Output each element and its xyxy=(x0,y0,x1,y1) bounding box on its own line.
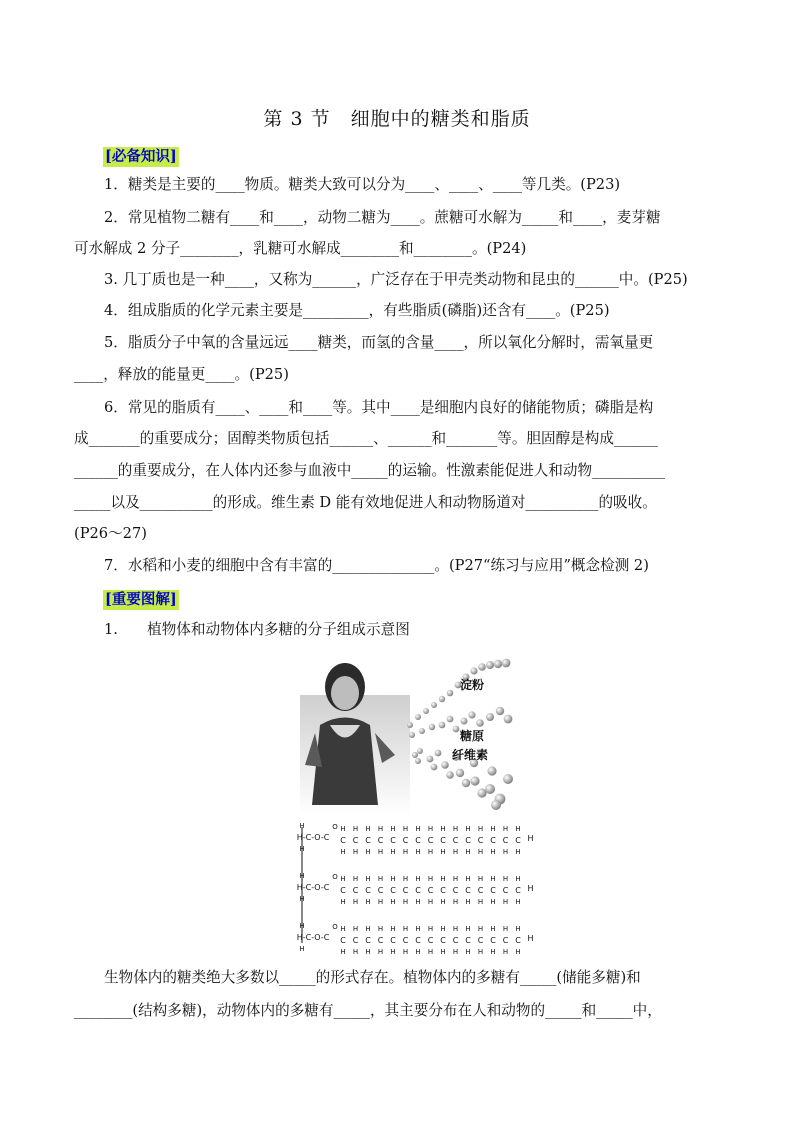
chain-hydrogen: H xyxy=(465,925,471,933)
chain-terminal-hydrogen: H xyxy=(527,884,534,893)
chain-carbon: C xyxy=(477,886,484,895)
chain-hydrogen: H xyxy=(377,898,384,906)
chain-hydrogen: H xyxy=(352,898,359,906)
chain-terminal-hydrogen: H xyxy=(527,834,534,843)
chain-carbon: C xyxy=(365,936,371,945)
label-cellulose: 纤维素 xyxy=(452,748,489,762)
chain-carbon: C xyxy=(427,886,434,895)
chain-carbon: C xyxy=(402,836,409,845)
chain-hydrogen: H xyxy=(440,875,446,883)
chain-hydrogen: H xyxy=(490,925,496,933)
section-tag-required-knowledge: [必备知识] xyxy=(105,148,177,165)
chain-hydrogen: H xyxy=(377,948,384,956)
chain-carbon: C xyxy=(402,886,409,895)
chain-hydrogen: H xyxy=(477,898,484,906)
chain-carbon: C xyxy=(465,836,471,845)
chain-hydrogen: H xyxy=(515,825,521,833)
chain-hydrogen: H xyxy=(465,848,471,856)
chain-carbon: C xyxy=(452,836,459,845)
question-7: 7．水稻和小麦的细胞中含有丰富的______________。(P27“练习与应用”概念检测 2) xyxy=(104,557,649,574)
carbonyl-oxygen: O xyxy=(332,823,338,831)
chain-carbon: C xyxy=(515,836,521,845)
chain-hydrogen: H xyxy=(452,848,459,856)
chain-carbon: C xyxy=(502,836,509,845)
chain-carbon: C xyxy=(515,886,521,895)
chain-hydrogen: H xyxy=(440,948,446,956)
triglyceride-formula-figure xyxy=(285,815,540,963)
carbonyl-oxygen: O xyxy=(332,923,338,931)
chain-hydrogen: H xyxy=(490,948,496,956)
chain-hydrogen: H xyxy=(502,898,509,906)
question-2-line-2: 可水解成 2 分子________，乳糖可水解成________和________。(P24) xyxy=(74,240,527,257)
chain-hydrogen: H xyxy=(502,825,509,833)
chain-hydrogen: H xyxy=(515,925,521,933)
chain-hydrogen: H xyxy=(477,875,484,883)
chain-hydrogen: H xyxy=(502,948,509,956)
chain-carbon: C xyxy=(427,936,434,945)
chain-hydrogen: H xyxy=(365,898,371,906)
chain-carbon: C xyxy=(502,936,509,945)
chain-carbon: C xyxy=(477,836,484,845)
chain-hydrogen: H xyxy=(515,898,521,906)
question-6-line-3: ______的重要成分，在人体内还参与血液中_____的运输。性激素能促进人和动物__________ xyxy=(74,462,666,479)
chain-hydrogen: H xyxy=(427,948,434,956)
chain-hydrogen: H xyxy=(477,825,484,833)
question-5-line-1: 5．脂质分子中氧的含量远远____糖类，而氢的含量____，所以氧化分解时，需氧量更 xyxy=(104,334,654,351)
page-title: 第 3 节 细胞中的糖类和脂质 xyxy=(263,108,531,130)
chain-carbon: C xyxy=(402,936,409,945)
chain-carbon: C xyxy=(465,886,471,895)
chain-carbon: C xyxy=(440,886,446,895)
chain-hydrogen: H xyxy=(415,898,421,906)
chain-hydrogen: H xyxy=(390,898,396,906)
chain-hydrogen: H xyxy=(490,875,496,883)
chain-carbon: C xyxy=(515,936,521,945)
chain-carbon: C xyxy=(440,836,446,845)
ester-head: H-C-O-C xyxy=(296,933,330,942)
chain-hydrogen: H xyxy=(340,848,346,856)
chain-hydrogen: H xyxy=(365,825,371,833)
chain-hydrogen: H xyxy=(377,848,384,856)
chain-hydrogen: H xyxy=(402,875,409,883)
chain-hydrogen: H xyxy=(440,848,446,856)
chain-carbon: C xyxy=(365,836,371,845)
chain-carbon: C xyxy=(415,836,421,845)
chain-carbon: C xyxy=(477,936,484,945)
summary-line-1: 生物体内的糖类绝大多数以_____的形式存在。植物体内的多糖有_____(储能多糖)和 xyxy=(104,969,641,986)
chain-carbon: C xyxy=(352,836,359,845)
chain-hydrogen: H xyxy=(415,848,421,856)
question-5-line-2: ____，释放的能量更____。(P25) xyxy=(74,366,289,383)
chain-hydrogen: H xyxy=(427,925,434,933)
chain-carbon: C xyxy=(340,936,346,945)
chain-hydrogen: H xyxy=(415,925,421,933)
chain-hydrogen: H xyxy=(352,925,359,933)
chain-hydrogen: H xyxy=(352,825,359,833)
chain-hydrogen: H xyxy=(452,875,459,883)
chain-carbon: C xyxy=(490,836,496,845)
figure-caption-1: 1. 植物体和动物体内多糖的分子组成示意图 xyxy=(104,621,410,638)
carbonyl-oxygen: O xyxy=(332,873,338,881)
chain-hydrogen: H xyxy=(440,825,446,833)
chain-terminal-hydrogen: H xyxy=(527,934,534,943)
question-6-line-5: (P26～27) xyxy=(74,525,147,542)
chain-carbon: C xyxy=(340,836,346,845)
chain-carbon: C xyxy=(352,886,359,895)
chain-hydrogen: H xyxy=(502,875,509,883)
chain-carbon: C xyxy=(502,886,509,895)
chain-hydrogen: H xyxy=(352,875,359,883)
chain-carbon: C xyxy=(415,886,421,895)
chain-carbon: C xyxy=(377,836,384,845)
chain-carbon: C xyxy=(415,936,421,945)
chain-hydrogen: H xyxy=(365,848,371,856)
section-tag-key-figures: [重要图解] xyxy=(105,591,177,608)
glycerol-hydrogen: H xyxy=(299,895,305,903)
chain-hydrogen: H xyxy=(352,948,359,956)
chain-carbon: C xyxy=(440,936,446,945)
chain-hydrogen: H xyxy=(452,825,459,833)
chain-hydrogen: H xyxy=(452,948,459,956)
polysaccharide-figure xyxy=(300,655,515,815)
ester-head: H-C-O-C xyxy=(296,833,330,842)
chain-hydrogen: H xyxy=(402,898,409,906)
chain-hydrogen: H xyxy=(515,875,521,883)
chain-carbon: C xyxy=(452,886,459,895)
chain-hydrogen: H xyxy=(490,898,496,906)
chain-hydrogen: H xyxy=(515,948,521,956)
chain-carbon: C xyxy=(465,936,471,945)
question-2-line-1: 2．常见植物二糖有____和____，动物二糖为____。蔗糖可水解为_____和____，麦芽糖 xyxy=(104,209,661,226)
chain-hydrogen: H xyxy=(390,925,396,933)
chain-hydrogen: H xyxy=(452,898,459,906)
chain-carbon: C xyxy=(490,886,496,895)
chain-carbon: C xyxy=(377,936,384,945)
person-illustration xyxy=(300,663,410,815)
question-4: 4．组成脂质的化学元素主要是_________，有些脂质(磷脂)还含有____。(P25) xyxy=(104,302,610,319)
chain-hydrogen: H xyxy=(340,925,346,933)
ester-head: H-C-O-C xyxy=(296,883,330,892)
chain-hydrogen: H xyxy=(377,825,384,833)
chain-hydrogen: H xyxy=(415,875,421,883)
question-1: 1．糖类是主要的____物质。糖类大致可以分为____、____、____等几类。(P23) xyxy=(104,176,621,193)
polysaccharide-illustration xyxy=(300,655,515,815)
chain-hydrogen: H xyxy=(352,848,359,856)
chain-hydrogen: H xyxy=(440,898,446,906)
chain-hydrogen: H xyxy=(427,875,434,883)
chain-carbon: C xyxy=(490,936,496,945)
glycerol-hydrogen: H xyxy=(299,945,305,953)
summary-line-2: ________(结构多糖)，动物体内的多糖有_____，其主要分布在人和动物的_____和_____中， xyxy=(74,1002,662,1019)
chain-hydrogen: H xyxy=(465,875,471,883)
chain-hydrogen: H xyxy=(340,948,346,956)
chain-hydrogen: H xyxy=(490,848,496,856)
chain-carbon: C xyxy=(340,886,346,895)
chain-hydrogen: H xyxy=(365,948,371,956)
chain-hydrogen: H xyxy=(465,948,471,956)
chain-hydrogen: H xyxy=(415,948,421,956)
triglyceride-structure xyxy=(285,815,540,963)
chain-carbon: C xyxy=(390,886,396,895)
glycerol-hydrogen: H xyxy=(299,845,305,853)
label-starch: 淀粉 xyxy=(460,678,485,692)
chain-hydrogen: H xyxy=(427,848,434,856)
chain-hydrogen: H xyxy=(440,925,446,933)
question-3: 3. 几丁质也是一种____，又称为______，广泛存在于甲壳类动物和昆虫的______中。(P25) xyxy=(104,271,688,288)
question-6-line-1: 6．常见的脂质有____、____和____等。其中____是细胞内良好的储能物质；磷脂是构 xyxy=(104,399,654,416)
question-6-line-2: 成_______的重要成分；固醇类物质包括______、______和_______等。胆固醇是构成______ xyxy=(74,430,658,447)
chain-hydrogen: H xyxy=(452,925,459,933)
chain-hydrogen: H xyxy=(427,898,434,906)
chain-hydrogen: H xyxy=(402,948,409,956)
chain-carbon: C xyxy=(390,836,396,845)
chain-hydrogen: H xyxy=(490,825,496,833)
chain-hydrogen: H xyxy=(340,875,346,883)
chain-hydrogen: H xyxy=(402,825,409,833)
chain-carbon: C xyxy=(352,936,359,945)
chain-hydrogen: H xyxy=(377,875,384,883)
chain-hydrogen: H xyxy=(415,825,421,833)
chain-hydrogen: H xyxy=(402,848,409,856)
question-6-line-4: _____以及__________的形成。维生素 D 能有效地促进人和动物肠道对__________的吸收。 xyxy=(74,494,657,511)
chain-hydrogen: H xyxy=(390,875,396,883)
chain-hydrogen: H xyxy=(365,925,371,933)
chain-hydrogen: H xyxy=(465,898,471,906)
chain-hydrogen: H xyxy=(477,848,484,856)
glycerol-hydrogen: H xyxy=(299,872,305,880)
chain-hydrogen: H xyxy=(477,948,484,956)
chain-carbon: C xyxy=(390,936,396,945)
chain-hydrogen: H xyxy=(502,848,509,856)
chain-carbon: C xyxy=(365,886,371,895)
chain-hydrogen: H xyxy=(515,848,521,856)
chain-hydrogen: H xyxy=(365,875,371,883)
chain-hydrogen: H xyxy=(477,925,484,933)
chain-carbon: C xyxy=(427,836,434,845)
chain-hydrogen: H xyxy=(390,848,396,856)
starch-chain xyxy=(407,659,510,728)
label-glycogen: 糖原 xyxy=(460,729,485,743)
chain-hydrogen: H xyxy=(390,948,396,956)
chain-hydrogen: H xyxy=(340,898,346,906)
chain-hydrogen: H xyxy=(377,925,384,933)
chain-hydrogen: H xyxy=(390,825,396,833)
chain-hydrogen: H xyxy=(340,825,346,833)
chain-hydrogen: H xyxy=(427,825,434,833)
chain-hydrogen: H xyxy=(502,925,509,933)
chain-hydrogen: H xyxy=(465,825,471,833)
chain-carbon: C xyxy=(452,936,459,945)
chain-carbon: C xyxy=(377,886,384,895)
glycerol-hydrogen: H xyxy=(299,822,305,830)
chain-hydrogen: H xyxy=(402,925,409,933)
glycerol-hydrogen: H xyxy=(299,922,305,930)
